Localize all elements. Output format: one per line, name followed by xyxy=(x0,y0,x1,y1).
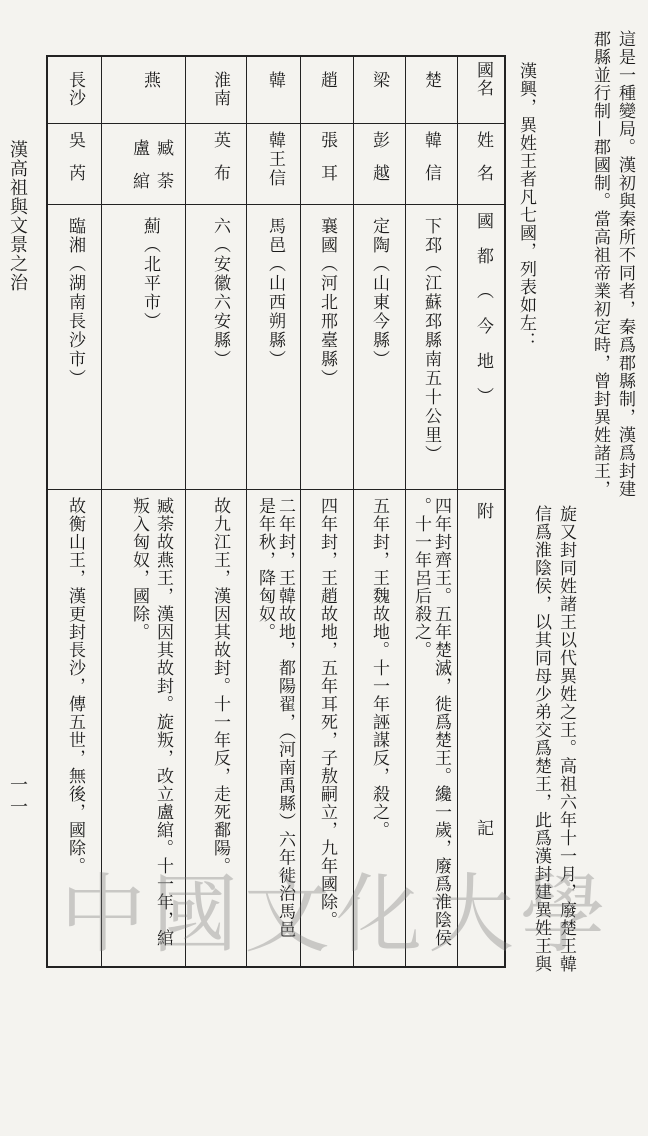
row-han-notes-2: 是年秋，降匈奴。 xyxy=(255,497,275,641)
row-liang-notes: 五年封，王魏故地。十一年誣謀反，殺之。 xyxy=(369,497,389,839)
running-title: 漢高祖與文景之治 xyxy=(7,140,28,292)
watermark: 中國文化大學 xyxy=(60,865,612,965)
row-yan-name-1: 臧荼 xyxy=(153,139,173,205)
row-liang-kingdom: 梁 xyxy=(369,71,389,89)
header-kingdom: 國名 xyxy=(473,61,493,97)
row-han-kingdom: 韓 xyxy=(265,71,285,89)
row-changsha-capital: 臨湘（湖南長沙市） xyxy=(65,217,85,388)
intro-line-4: 旋又封同姓諸王以代異姓之王。高祖六年十一月，廢楚王韓 xyxy=(556,505,576,973)
row-chu-name: 韓信 xyxy=(421,131,441,197)
row-zhao-name: 張耳 xyxy=(317,131,337,197)
row-zhao-capital: 襄國（河北邢臺縣） xyxy=(317,217,337,388)
header-capital: 國都（今地） xyxy=(473,212,493,422)
row-han-capital: 馬邑（山西朔縣） xyxy=(265,217,285,369)
row-changsha-kingdom: 長沙 xyxy=(65,71,85,107)
row-changsha-name: 吳芮 xyxy=(65,131,85,197)
intro-line-3: 漢興，異姓王者凡七國，列表如左： xyxy=(516,62,536,350)
row-chu-kingdom: 楚 xyxy=(421,71,441,89)
row-huainan-kingdom: 淮南 xyxy=(210,71,230,107)
header-name: 姓名 xyxy=(473,131,493,197)
page-number: 一一 xyxy=(7,775,28,819)
row-han-notes-1: 二年封，王韓故地，都陽翟，（河南禹縣）六年徙治馬邑 xyxy=(275,497,295,939)
row-chu-notes-1: 四年封齊王。五年楚滅，徙爲楚王。纔一歲，廢爲淮陰侯 xyxy=(431,497,451,947)
intro-line-2: 郡縣並行制—郡國制。當高祖帝業初定時，曾封異姓諸王， xyxy=(590,30,610,498)
row-yan-capital: 薊（北平市） xyxy=(140,217,160,331)
row-yan-kingdom: 燕 xyxy=(140,71,160,89)
row-huainan-capital: 六（安徽六安縣） xyxy=(210,217,230,369)
row-zhao-kingdom: 趙 xyxy=(317,71,337,89)
row-chu-capital: 下邳（江蘇邳縣南五十公里） xyxy=(421,217,441,464)
row-liang-name: 彭越 xyxy=(369,131,389,197)
row-yan-name-2: 盧綰 xyxy=(129,139,149,205)
row-huainan-name: 英布 xyxy=(210,131,230,197)
kingdoms-table xyxy=(46,55,506,1136)
row-changsha-notes: 故衡山王，漢更封長沙，傳五世，無後，國除。 xyxy=(65,497,85,875)
intro-line-5: 信爲淮陰侯，以其同母少弟交爲楚王，此爲漢封建異姓王與 xyxy=(531,505,551,973)
row-chu-notes-2: 。十一年呂后殺之。 xyxy=(411,497,431,659)
row-han-name: 韓王信 xyxy=(265,131,285,188)
header-notes: 附記 xyxy=(473,502,493,1136)
row-liang-capital: 定陶（山東今縣） xyxy=(369,217,389,369)
row-yan-notes-1: 臧荼故燕王，漢因其故封。旋叛，改立盧綰。十一年，綰 xyxy=(153,497,173,947)
intro-line-1: 這是一種變局。漢初與秦所不同者，秦爲郡縣制，漢爲封建 xyxy=(615,30,635,498)
row-huainan-notes: 故九江王，漢因其故封。十一年反，走死鄱陽。 xyxy=(210,497,230,875)
row-yan-notes-2: 叛入匈奴，國除。 xyxy=(129,497,149,641)
row-zhao-notes: 四年封，王趙故地，五年耳死，子敖嗣立，九年國除。 xyxy=(317,497,337,929)
